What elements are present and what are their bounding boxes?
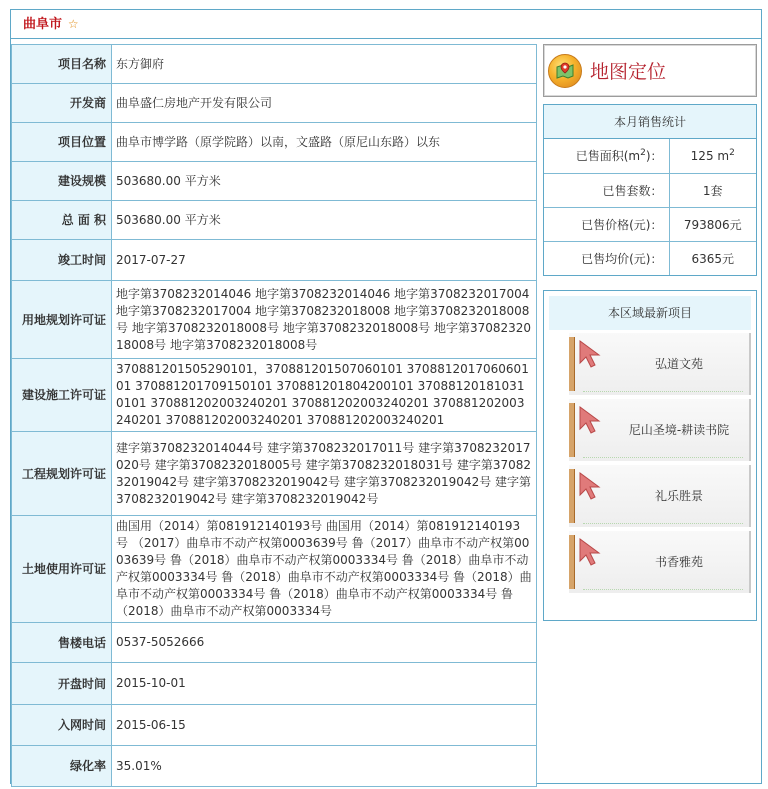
monthly-sales-panel xyxy=(543,104,757,276)
info-row-land-plan-permit xyxy=(12,281,537,359)
recent-projects-list xyxy=(549,333,751,594)
completion-date-label: 竣工时间 xyxy=(12,240,112,281)
developer-label: 开发商 xyxy=(12,84,112,123)
thumbnail-bar xyxy=(569,403,575,457)
land-use-permit-label: 土地使用许可证 xyxy=(12,516,112,623)
cursor-arrow-icon xyxy=(577,405,603,435)
build-scale-label: 建设规模 xyxy=(12,162,112,201)
engineering-plan-permit-value: 建字第3708232014044号 建字第3708232017011号 建字第3708232017020号 建字第3708232018005号 建字第3708232018031号 建字第3708232019042号 建字第3708232019042号 建字第3708232019042号 建字第3708232019042号 建字第3708232019042号 xyxy=(112,432,537,516)
sales-area-value: 125 $m^2$ xyxy=(669,139,756,173)
thumbnail-bar xyxy=(569,337,575,391)
sales-row-count xyxy=(544,173,756,207)
project-location-value: 曲阜市博学路（原学院路）以南，文盛路（原尼山东路）以东 xyxy=(112,123,537,162)
recent-project-name: 礼乐胜景 xyxy=(654,489,703,503)
recent-project-item[interactable] xyxy=(569,399,749,462)
sales-row-price xyxy=(544,207,756,241)
favorite-star-icon[interactable]: ☆ xyxy=(67,17,79,31)
recent-project-name: 尼山圣境-耕读书院 xyxy=(628,423,730,437)
map-locate-label: 地图定位 xyxy=(590,61,667,83)
recent-projects-title: 本区域最新项目 xyxy=(549,296,751,330)
info-row-completion-date xyxy=(12,240,537,281)
thumbnail-bar xyxy=(569,535,575,589)
recent-project-item[interactable] xyxy=(569,531,749,594)
completion-date-value: 2017-07-27 xyxy=(112,240,537,281)
map-locate-icon xyxy=(548,54,582,88)
info-row-construction-permit xyxy=(12,359,537,432)
engineering-plan-permit-label: 工程规划许可证 xyxy=(12,432,112,516)
total-area-label: 总 面 积 xyxy=(12,201,112,240)
sidebar xyxy=(543,44,757,621)
sales-count-value: 1套 xyxy=(669,173,756,207)
info-row-developer xyxy=(12,84,537,123)
developer-value: 曲阜盛仁房地产开发有限公司 xyxy=(112,84,537,123)
construction-permit-label: 建设施工许可证 xyxy=(12,359,112,432)
info-row-greening-rate xyxy=(12,746,537,787)
land-plan-permit-value: 地字第3708232014046 地字第3708232014046 地字第3708232017004 地字第3708232017004 地字第3708232018008 地字第3708232018008号 地字第3708232018008号 地字第3708232018008号 地字第3708232018008号 地字第3708232018008号 xyxy=(112,281,537,359)
opening-date-label: 开盘时间 xyxy=(12,663,112,705)
sales-count-label: 已售套数： xyxy=(544,173,669,207)
page-header xyxy=(11,10,761,39)
land-plan-permit-label: 用地规划许可证 xyxy=(12,281,112,359)
info-row-opening-date xyxy=(12,663,537,705)
thumbnail-bar xyxy=(569,469,575,523)
sales-avg-value: 6365元 xyxy=(691,251,735,266)
project-name-value: 东方御府 xyxy=(112,45,537,84)
total-area-value: 503680.00 平方米 xyxy=(112,201,537,240)
project-info-table xyxy=(11,44,537,787)
cursor-arrow-icon xyxy=(577,471,603,501)
info-row-engineering-plan-permit xyxy=(12,432,537,516)
sales-phone-value: 0537-5052666 xyxy=(112,623,537,663)
build-scale-value: 503680.00 平方米 xyxy=(112,162,537,201)
info-row-land-use-permit xyxy=(12,516,537,623)
land-use-permit-value: 曲国用（2014）第081912140193号 曲国用（2014）第081912140193号 （2017）曲阜市不动产权第0003639号 鲁（2017）曲阜市不动产权第0003639号 鲁（2018）曲阜市不动产权第0003334号 鲁（2018）曲阜市不动产权第0003334号 鲁（2018）曲阜市不动产权第0003334号 鲁（2018）曲阜市不动产权第0003334号 鲁（2018）曲阜市不动产权第0003334号 鲁（2018）曲阜市不动产权第0003334号 xyxy=(112,516,537,623)
info-row-project-location xyxy=(12,123,537,162)
greening-rate-value: 35.01% xyxy=(112,746,537,787)
cursor-arrow-icon xyxy=(577,537,603,567)
thumbnail-divider xyxy=(583,391,743,392)
recent-project-item[interactable] xyxy=(569,333,749,396)
cursor-arrow-icon xyxy=(577,339,603,369)
info-row-project-name xyxy=(12,45,537,84)
recent-project-name: 弘道文苑 xyxy=(654,357,703,371)
recent-projects-panel xyxy=(543,290,757,621)
sales-price-value: 793806元 xyxy=(669,207,756,241)
listing-date-label: 入网时间 xyxy=(12,705,112,746)
monthly-sales-table xyxy=(544,139,756,275)
sales-phone-label: 售楼电话 xyxy=(12,623,112,663)
info-row-sales-phone xyxy=(12,623,537,663)
listing-date-value: 2015-06-15 xyxy=(112,705,537,746)
info-row-total-area xyxy=(12,201,537,240)
city-title[interactable]: 曲阜市 xyxy=(23,17,63,32)
sales-avg-label: 已售均价(元)： xyxy=(544,241,669,275)
project-name-label: 项目名称 xyxy=(12,45,112,84)
sales-price-label: 已售价格(元)： xyxy=(544,207,669,241)
info-row-listing-date xyxy=(12,705,537,746)
page-frame xyxy=(10,9,762,784)
construction-permit-value: 370881201505290101，370881201507060101 370881201706060101 370881201709150101 370881201804200101 370881201810310101 370881202003240201 370881202003240201 370881202003240201 370881202003240201 370881202003240201 xyxy=(112,359,537,432)
sales-row-area xyxy=(544,139,756,173)
recent-project-name: 书香雅苑 xyxy=(654,555,703,569)
greening-rate-label: 绿化率 xyxy=(12,746,112,787)
info-row-build-scale xyxy=(12,162,537,201)
project-location-label: 项目位置 xyxy=(12,123,112,162)
sales-row-avg xyxy=(544,241,756,275)
opening-date-value: 2015-10-01 xyxy=(112,663,537,705)
monthly-sales-title: 本月销售统计 xyxy=(544,105,756,139)
thumbnail-divider xyxy=(583,457,743,458)
sales-area-label: 已售面积$(m^2)$： xyxy=(544,139,669,173)
recent-project-item[interactable] xyxy=(569,465,749,528)
map-locate-button[interactable] xyxy=(543,44,757,97)
thumbnail-divider xyxy=(583,589,743,590)
thumbnail-divider xyxy=(583,523,743,524)
